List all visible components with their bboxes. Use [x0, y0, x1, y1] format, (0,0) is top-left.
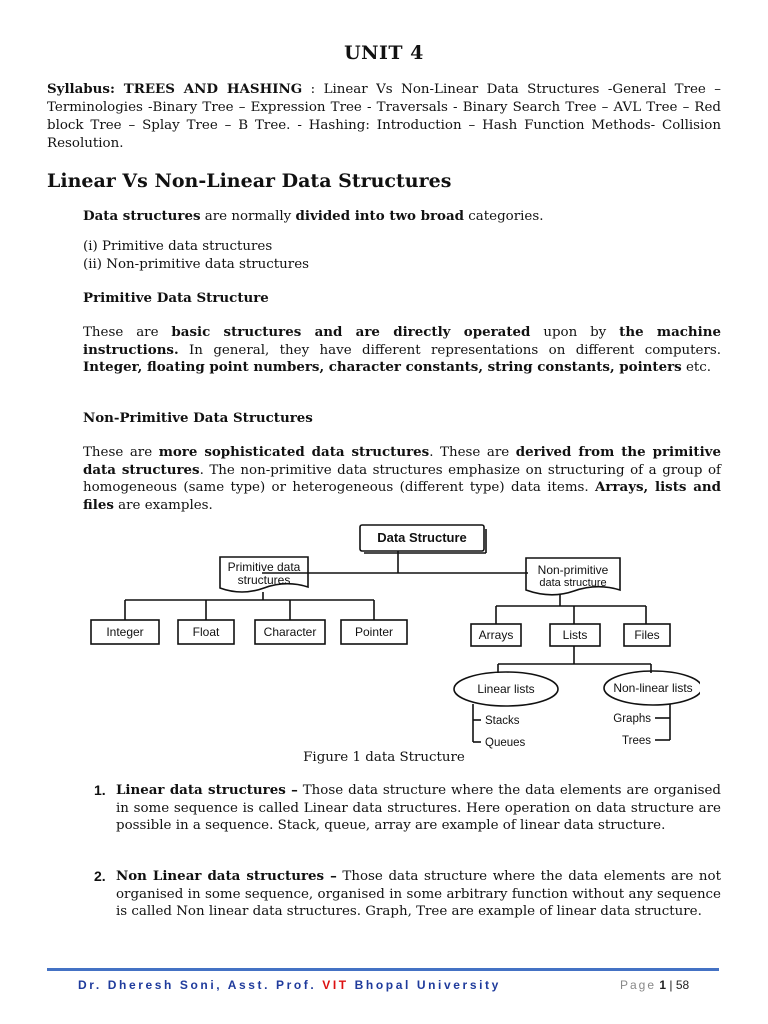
diagram-item-graphs: Graphs — [613, 713, 651, 725]
definition-list-2 — [90, 868, 721, 921]
category-item: (ii) Non-primitive data structures — [83, 256, 309, 272]
footer-page-sep: | — [666, 978, 676, 992]
intro-text-1: are normally — [200, 209, 296, 224]
footer-page-number — [620, 978, 689, 992]
intro-bold-1: Data structures — [83, 208, 201, 224]
primitive-heading: Primitive Data Structure — [83, 290, 269, 306]
definition-item — [90, 782, 721, 835]
unit-title: UNIT 4 — [344, 42, 424, 64]
diagram-primitive-label: Primitive data — [227, 560, 301, 574]
diagram-node-float: Float — [192, 625, 220, 639]
footer-author-text: Dr. Dheresh Soni, Asst. Prof. — [78, 978, 323, 992]
np-bold-3: Arrays, lists and files — [83, 479, 721, 513]
primitive-text-1: These are — [83, 325, 172, 340]
footer-page-total: 58 — [675, 978, 690, 992]
diagram-nonprimitive-label: Non-primitive — [537, 563, 609, 577]
diagram-item-stacks: Stacks — [485, 715, 520, 727]
diagram-nonprimitive-label-2: data structure — [539, 577, 607, 589]
syllabus-text: : Linear Vs Non-Linear Data Structures -General Tree – Terminologies -Binary Tree – Expression Tree - Traversals - Binary Search Tree – AVL Tree – Red block Tree – Splay Tree – B Tree. - Hashing: Introduction – Hash Function Methods- Collision Resolution. — [47, 82, 721, 151]
footer-page-label: Page — [620, 978, 657, 992]
np-bold-2: derived from the primitive data structures — [83, 444, 721, 478]
diagram-node-linear-lists: Linear lists — [477, 682, 535, 696]
primitive-bold-3: Integer, floating point numbers, character constants, string constants, pointers — [83, 359, 682, 376]
diagram-item-trees: Trees — [622, 735, 651, 747]
definition-text: Those data structure where the data elements are organised in some sequence is called Linear data structures. Here operation on data structure are possible in a sequence. Stack, queue, array are example of linear data structure. — [116, 783, 722, 834]
intro-paragraph — [83, 208, 721, 226]
np-text-2: . These are — [429, 445, 516, 460]
figure-caption: Figure 1 data Structure — [303, 750, 465, 765]
primitive-paragraph — [83, 324, 721, 377]
footer-author — [78, 978, 501, 992]
definition-term: Non Linear data structures – — [116, 868, 337, 884]
primitive-bold-1: basic structures and are directly operated — [171, 324, 531, 340]
definition-term: Linear data structures – — [116, 782, 298, 798]
diagram-item-queues: Queues — [485, 737, 526, 749]
definition-text: Those data structure where the data elements are not organised in some sequence, organised in some arbitrary function without any sequence is called Non linear data structures. Graph, Tree are example of linear data structure. — [116, 869, 721, 920]
diagram-node-pointer: Pointer — [354, 625, 394, 639]
nonprimitive-paragraph — [83, 444, 721, 514]
definition-list — [90, 782, 721, 835]
diagram-node-arrays: Arrays — [478, 628, 514, 642]
footer-rule — [47, 968, 719, 971]
nonprimitive-heading: Non-Primitive Data Structures — [83, 410, 313, 426]
footer-vit: VIT — [322, 978, 349, 992]
category-item: (i) Primitive data structures — [83, 239, 273, 254]
primitive-text-3: In general, they have different representations on different computers. — [178, 342, 721, 358]
np-text-4: are examples. — [113, 497, 213, 513]
syllabus-paragraph — [47, 80, 721, 153]
diagram-node-nonlinear-lists: Non-linear lists — [613, 681, 693, 695]
footer-university: Bhopal University — [348, 978, 501, 992]
diagram-node-lists: Lists — [562, 628, 588, 642]
definition-number: 2. — [94, 868, 106, 884]
section-heading: Linear Vs Non-Linear Data Structures — [47, 170, 452, 192]
np-text-3: . The non-primitive data structures emphasize on structuring of a group of homogeneous (same type) or heterogeneous (different type) data items. — [83, 462, 722, 496]
np-text-1: These are — [83, 445, 159, 460]
intro-text-2: categories. — [464, 209, 544, 224]
np-bold-1: more sophisticated data structures — [158, 444, 430, 460]
diagram-node-integer: Integer — [106, 625, 144, 639]
data-structure-diagram — [88, 518, 700, 758]
primitive-text-2: upon by — [530, 325, 620, 340]
footer-page-current: 1 — [659, 978, 667, 992]
definition-item — [90, 868, 721, 921]
intro-bold-2: divided into two broad — [295, 208, 465, 224]
primitive-text-4: etc. — [681, 360, 712, 376]
primitive-bold-2: the machine instructions. — [83, 324, 722, 358]
diagram-node-files: Files — [634, 628, 660, 642]
diagram-primitive-label-2: structures — [237, 573, 291, 587]
diagram-node-character: Character — [263, 625, 317, 639]
definition-number: 1. — [94, 782, 106, 798]
category-list — [83, 238, 721, 273]
syllabus-label: Syllabus: TREES AND HASHING — [47, 81, 303, 97]
diagram-root-label: Data Structure — [377, 530, 467, 545]
